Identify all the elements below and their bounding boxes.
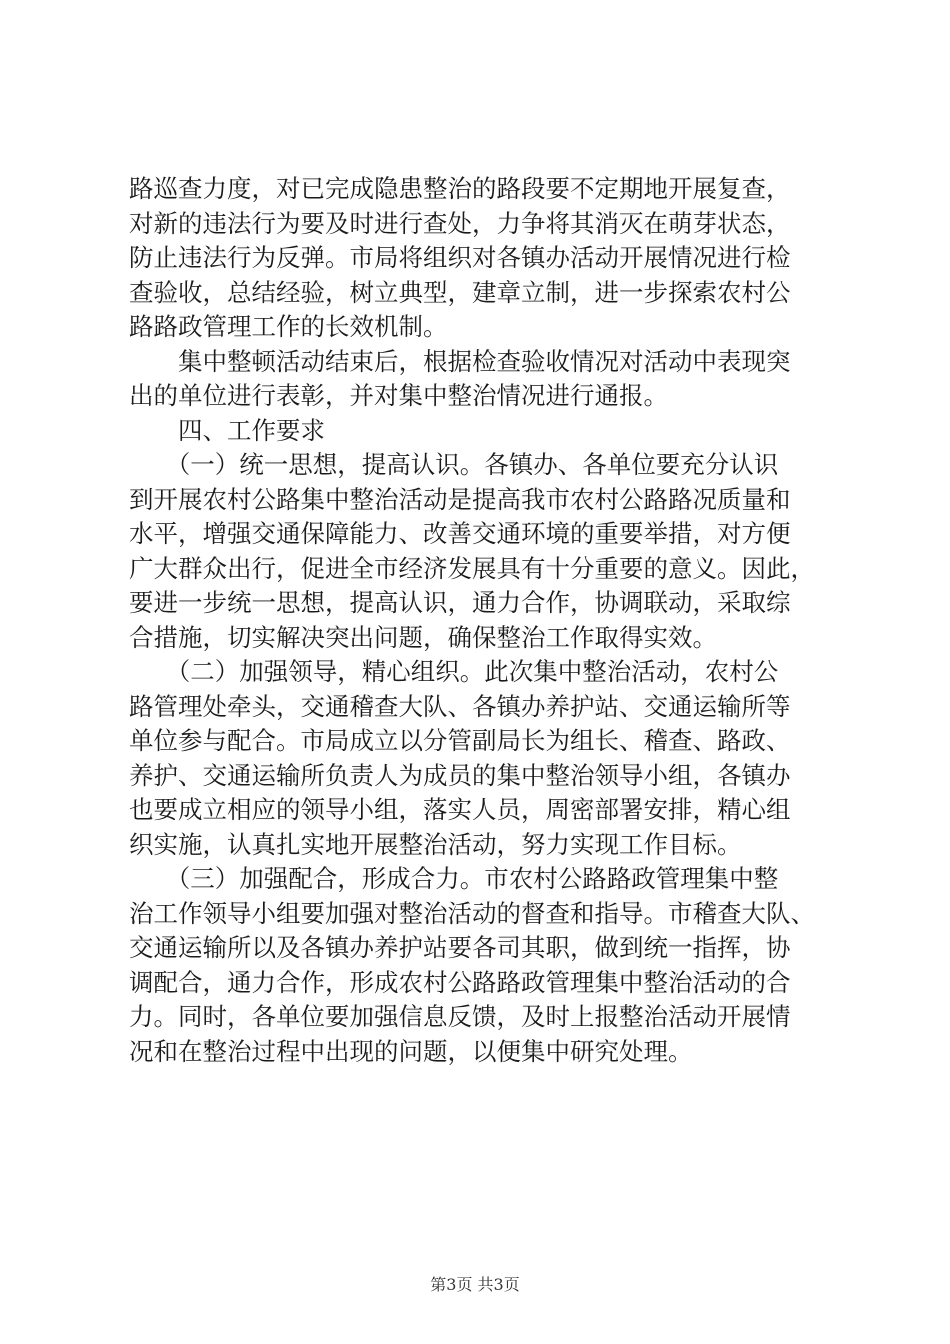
text-line: 路管理处牵头，交通稽查大队、各镇办养护站、交通运输所等: [129, 691, 791, 721]
text-line: 治工作领导小组要加强对整治活动的督查和指导。市稽查大队、: [129, 898, 815, 928]
text-line: 水平，增强交通保障能力、改善交通环境的重要举措，对方便: [129, 519, 791, 548]
page-footer: 第3页 共3页: [430, 1275, 520, 1294]
text-line: （二）加强领导，精心组织。此次集中整治活动，农村公: [129, 657, 779, 686]
text-line: 四、工作要求: [129, 415, 325, 445]
text-line: 织实施，认真扎实地开展整治活动，努力实现工作目标。: [129, 829, 742, 859]
document-body: [129, 172, 829, 1069]
text-line: 养护、交通运输所负责人为成员的集中整治领导小组，各镇办: [129, 760, 791, 790]
text-line: 查验收，总结经验，树立典型，建章立制，进一步探索农村公: [129, 277, 791, 307]
text-line: 单位参与配合。市局成立以分管副局长为组长、稽查、路政、: [129, 726, 791, 755]
text-line: 对新的违法行为要及时进行查处，力争将其消灭在萌芽状态，: [129, 208, 791, 238]
text-line: 到开展农村公路集中整治活动是提高我市农村公路路况质量和: [129, 484, 791, 514]
text-line: 力。同时，各单位要加强信息反馈，及时上报整治活动开展情: [129, 1002, 791, 1031]
text-line: 路路政管理工作的长效机制。: [129, 312, 448, 341]
text-line: 广大群众出行，促进全市经济发展具有十分重要的意义。因此，: [129, 553, 815, 583]
text-line: 集中整顿活动结束后，根据检查验收情况对活动中表现突: [129, 346, 791, 376]
text-line: 调配合，通力合作，形成农村公路路政管理集中整治活动的合: [129, 967, 791, 997]
text-line: 合措施，切实解决突出问题，确保整治工作取得实效。: [129, 622, 717, 652]
text-line: 交通运输所以及各镇办养护站要各司其职，做到统一指挥，协: [129, 933, 791, 962]
text-line: （一）统一思想，提高认识。各镇办、各单位要充分认识: [129, 450, 779, 479]
text-line: 路巡查力度，对已完成隐患整治的路段要不定期地开展复查，: [129, 174, 791, 203]
text-line: 要进一步统一思想，提高认识，通力合作，协调联动，采取综: [129, 588, 791, 617]
text-line: 况和在整治过程中出现的问题，以便集中研究处理。: [129, 1036, 693, 1066]
text-line: 防止违法行为反弹。市局将组织对各镇办活动开展情况进行检: [129, 243, 791, 272]
text-line: 也要成立相应的领导小组，落实人员，周密部署安排，精心组: [129, 795, 791, 824]
text-line: （三）加强配合，形成合力。市农村公路路政管理集中整: [129, 864, 779, 893]
text-line: 出的单位进行表彰，并对集中整治情况进行通报。: [129, 381, 668, 410]
